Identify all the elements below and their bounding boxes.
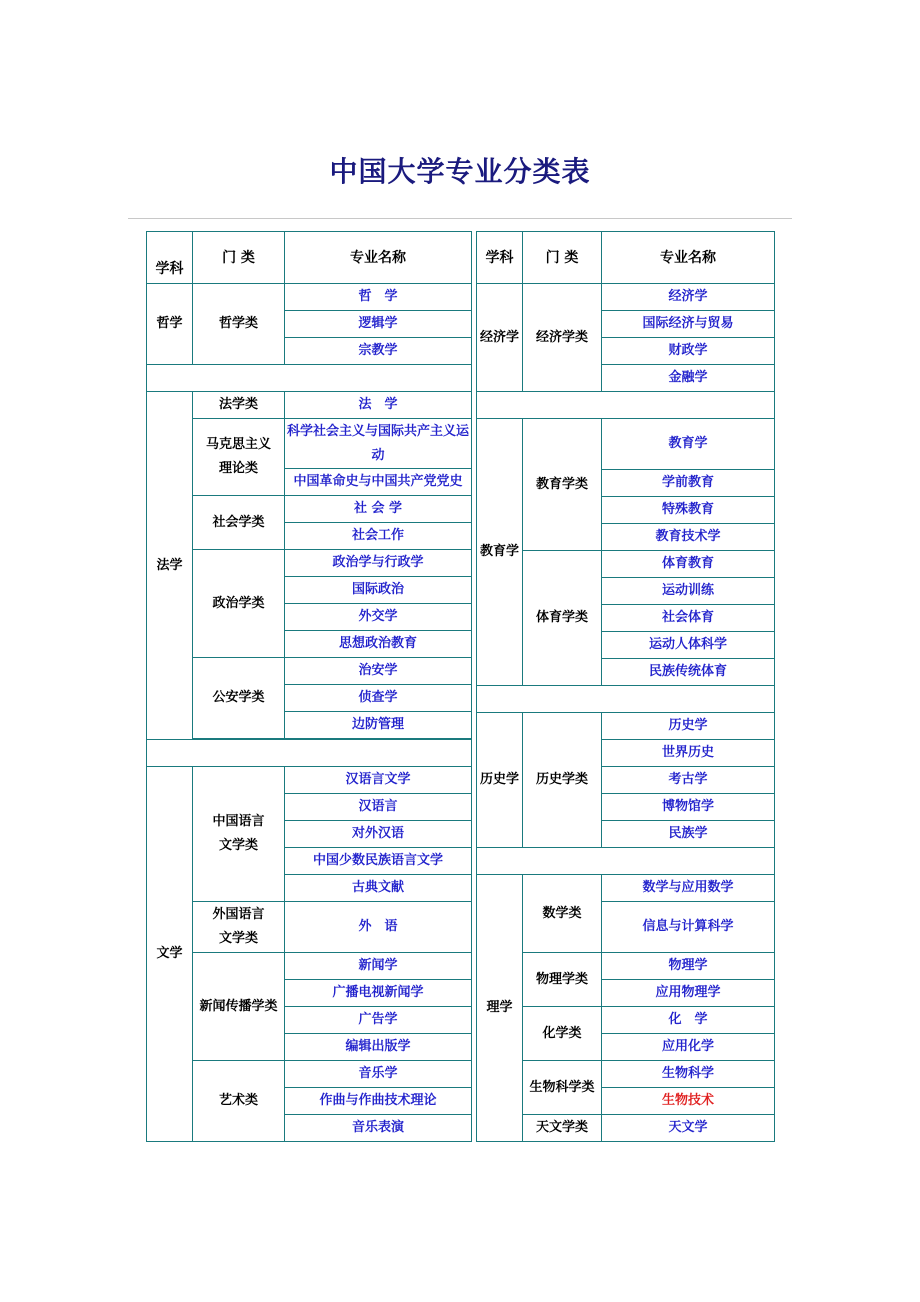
page-title: 中国大学专业分类表 <box>329 155 591 188</box>
category-cell: 数学类 <box>523 875 602 953</box>
major-cell[interactable]: 特殊教育 <box>602 497 775 524</box>
category-cell: 教育学类 <box>523 419 602 551</box>
major-cell[interactable]: 国际政治 <box>285 577 472 604</box>
category-cell: 艺术类 <box>193 1061 285 1142</box>
category-text: 中国语言文学类 <box>212 814 265 853</box>
header-major: 专业名称 <box>285 232 472 284</box>
major-cell[interactable]: 数学与应用数学 <box>602 875 775 902</box>
major-cell-highlighted[interactable]: 生物技术 <box>602 1088 775 1115</box>
major-cell[interactable]: 思想政治教育 <box>285 631 472 658</box>
major-cell[interactable]: 逻辑学 <box>285 311 472 338</box>
major-cell[interactable]: 汉语言文学 <box>285 767 472 794</box>
header-major: 专业名称 <box>602 232 775 284</box>
major-cell[interactable]: 生物科学 <box>602 1061 775 1088</box>
category-cell: 法学类 <box>193 392 285 419</box>
header-discipline: 学科 <box>477 232 523 284</box>
major-cell[interactable]: 财政学 <box>602 338 775 365</box>
major-cell[interactable]: 民族学 <box>602 821 775 848</box>
major-cell[interactable]: 应用物理学 <box>602 980 775 1007</box>
major-cell[interactable]: 社会工作 <box>285 523 472 550</box>
divider <box>128 218 792 219</box>
header-discipline: 学科 <box>147 232 193 284</box>
category-text: 马克思主义理论类 <box>205 437 271 476</box>
major-cell[interactable]: 历史学 <box>602 713 775 740</box>
category-cell: 物理学类 <box>523 953 602 1007</box>
left-table <box>146 231 472 1142</box>
major-cell[interactable]: 汉语言 <box>285 794 472 821</box>
major-cell[interactable]: 信息与计算科学 <box>602 902 775 953</box>
major-cell[interactable]: 边防管理 <box>285 712 472 739</box>
major-cell[interactable]: 作曲与作曲技术理论 <box>285 1088 472 1115</box>
discipline-cell: 哲学 <box>147 284 193 365</box>
spacer-row <box>477 848 775 875</box>
category-cell <box>193 419 285 496</box>
major-cell[interactable] <box>285 419 472 469</box>
spacer-row <box>477 686 775 713</box>
category-text: 外国语言文学类 <box>212 907 265 946</box>
spacer-row <box>147 740 472 767</box>
major-cell[interactable]: 社会体育 <box>602 605 775 632</box>
major-cell[interactable]: 政治学与行政学 <box>285 550 472 577</box>
major-cell[interactable]: 体育教育 <box>602 551 775 578</box>
major-cell[interactable]: 应用化学 <box>602 1034 775 1061</box>
major-cell[interactable]: 宗教学 <box>285 338 472 365</box>
category-cell: 天文学类 <box>523 1115 602 1142</box>
major-cell[interactable]: 编辑出版学 <box>285 1034 472 1061</box>
category-cell: 社会学类 <box>193 496 285 550</box>
category-cell: 新闻传播学类 <box>193 953 285 1061</box>
major-cell[interactable]: 物理学 <box>602 953 775 980</box>
major-cell[interactable]: 博物馆学 <box>602 794 775 821</box>
category-cell: 公安学类 <box>193 658 285 739</box>
major-cell[interactable]: 世界历史 <box>602 740 775 767</box>
header-category: 门 类 <box>523 232 602 284</box>
header-category: 门 类 <box>193 232 285 284</box>
discipline-cell: 历史学 <box>477 713 523 848</box>
major-cell[interactable]: 广告学 <box>285 1007 472 1034</box>
major-cell[interactable]: 教育技术学 <box>602 524 775 551</box>
category-cell: 化学类 <box>523 1007 602 1061</box>
right-table <box>476 231 775 1142</box>
major-cell[interactable]: 天文学 <box>602 1115 775 1142</box>
major-cell[interactable]: 运动人体科学 <box>602 632 775 659</box>
category-cell: 历史学类 <box>523 713 602 848</box>
major-cell[interactable]: 治安学 <box>285 658 472 685</box>
major-cell[interactable]: 外交学 <box>285 604 472 631</box>
category-cell: 体育学类 <box>523 551 602 686</box>
spacer-row <box>147 365 472 392</box>
discipline-cell: 经济学 <box>477 284 523 392</box>
major-cell[interactable]: 中国少数民族语言文学 <box>285 848 472 875</box>
major-cell[interactable]: 考古学 <box>602 767 775 794</box>
major-cell[interactable]: 社 会 学 <box>285 496 472 523</box>
major-cell[interactable]: 运动训练 <box>602 578 775 605</box>
discipline-cell: 法学 <box>147 392 193 740</box>
major-cell[interactable]: 中国革命史与中国共产党党史 <box>285 469 472 496</box>
major-cell[interactable]: 教育学 <box>602 419 775 470</box>
category-cell: 政治学类 <box>193 550 285 658</box>
major-cell[interactable]: 音乐学 <box>285 1061 472 1088</box>
major-cell[interactable]: 化 学 <box>602 1007 775 1034</box>
major-cell[interactable]: 法 学 <box>285 392 472 419</box>
category-cell: 生物科学类 <box>523 1061 602 1115</box>
spacer-row <box>477 392 775 419</box>
major-cell[interactable]: 对外汉语 <box>285 821 472 848</box>
major-cell[interactable]: 古典文献 <box>285 875 472 902</box>
discipline-cell: 理学 <box>477 875 523 1142</box>
major-text[interactable]: 科学社会主义与国际共产主义运动 <box>287 423 470 463</box>
major-cell[interactable]: 音乐表演 <box>285 1115 472 1142</box>
category-cell: 哲学类 <box>193 284 285 365</box>
major-cell[interactable]: 国际经济与贸易 <box>602 311 775 338</box>
major-cell[interactable]: 经济学 <box>602 284 775 311</box>
major-cell[interactable]: 民族传统体育 <box>602 659 775 686</box>
major-cell[interactable]: 学前教育 <box>602 470 775 497</box>
discipline-cell: 文学 <box>147 767 193 1142</box>
discipline-cell: 教育学 <box>477 419 523 686</box>
major-cell[interactable]: 金融学 <box>602 365 775 392</box>
major-cell[interactable]: 新闻学 <box>285 953 472 980</box>
major-cell[interactable]: 哲 学 <box>285 284 472 311</box>
major-cell[interactable]: 广播电视新闻学 <box>285 980 472 1007</box>
category-cell <box>193 767 285 902</box>
major-cell[interactable]: 外 语 <box>285 902 472 953</box>
category-cell: 经济学类 <box>523 284 602 392</box>
category-cell <box>193 902 285 953</box>
major-cell[interactable]: 侦查学 <box>285 685 472 712</box>
